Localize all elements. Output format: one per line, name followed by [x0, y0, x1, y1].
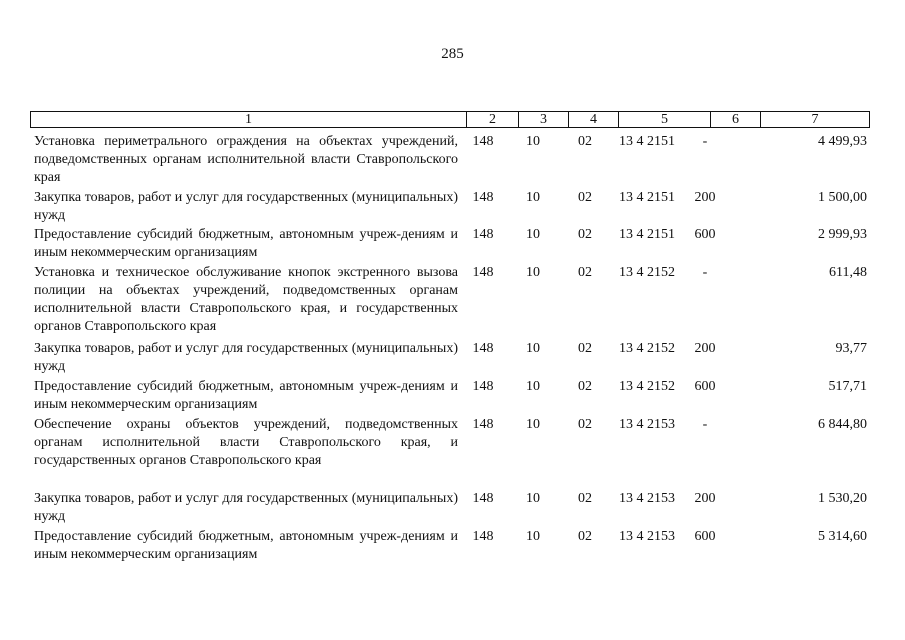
row-col-5: 13 4 2153 — [619, 491, 675, 506]
row-col-6: 600 — [694, 227, 716, 242]
row-col-2: 148 — [472, 417, 494, 432]
row-col-5: 13 4 2151 — [619, 227, 675, 242]
row-col-3: 10 — [526, 265, 540, 280]
row-col-4: 02 — [578, 265, 592, 280]
row-col-6: 200 — [694, 491, 716, 506]
row-col-2: 148 — [472, 227, 494, 242]
row-col-7: 1 530,20 — [818, 491, 867, 506]
row-col-2: 148 — [472, 379, 494, 394]
row-col-6: - — [702, 417, 708, 432]
row-col-4: 02 — [578, 379, 592, 394]
header-col-4: 4 — [569, 112, 619, 127]
row-col-4: 02 — [578, 227, 592, 242]
row-col-5: 13 4 2152 — [619, 379, 675, 394]
row-col-4: 02 — [578, 529, 592, 544]
row-col-5: 13 4 2153 — [619, 529, 675, 544]
row-col-7: 93,77 — [835, 341, 867, 356]
row-col-4: 02 — [578, 491, 592, 506]
header-col-5: 5 — [619, 112, 711, 127]
row-description: Закупка товаров, работ и услуг для государственных (муниципальных) нужд — [34, 190, 458, 223]
row-col-6: 600 — [694, 379, 716, 394]
row-description: Закупка товаров, работ и услуг для государственных (муниципальных) нужд — [34, 491, 458, 524]
row-col-4: 02 — [578, 134, 592, 149]
page-number: 285 — [441, 46, 464, 62]
row-col-2: 148 — [472, 341, 494, 356]
row-description: Закупка товаров, работ и услуг для государственных (муниципальных) нужд — [34, 341, 458, 374]
row-col-4: 02 — [578, 417, 592, 432]
row-col-6: - — [702, 134, 708, 149]
row-col-3: 10 — [526, 379, 540, 394]
row-col-7: 611,48 — [829, 265, 867, 280]
row-description: Предоставление субсидий бюджетным, автономным учреж-дениям и иным некоммерческим организациям — [34, 227, 458, 260]
header-col-2: 2 — [467, 112, 519, 127]
row-col-7: 1 500,00 — [818, 190, 867, 205]
row-col-4: 02 — [578, 190, 592, 205]
row-col-6: - — [702, 265, 708, 280]
row-col-5: 13 4 2152 — [619, 265, 675, 280]
row-col-2: 148 — [472, 491, 494, 506]
row-col-7: 4 499,93 — [818, 134, 867, 149]
header-col-3: 3 — [519, 112, 569, 127]
row-col-5: 13 4 2152 — [619, 341, 675, 356]
row-col-6: 600 — [694, 529, 716, 544]
row-col-6: 200 — [694, 341, 716, 356]
row-col-7: 517,71 — [828, 379, 867, 394]
row-col-5: 13 4 2153 — [619, 417, 675, 432]
header-col-6: 6 — [711, 112, 761, 127]
row-col-5: 13 4 2151 — [619, 190, 675, 205]
row-description: Предоставление субсидий бюджетным, автономным учреж-дениям и иным некоммерческим организациям — [34, 529, 458, 562]
row-col-3: 10 — [526, 529, 540, 544]
header-col-7: 7 — [811, 112, 819, 127]
row-col-3: 10 — [526, 417, 540, 432]
row-col-5: 13 4 2151 — [619, 134, 675, 149]
row-col-7: 2 999,93 — [818, 227, 867, 242]
header-col-1: 1 — [31, 112, 467, 127]
row-col-3: 10 — [526, 341, 540, 356]
row-col-7: 6 844,80 — [818, 417, 867, 432]
row-description: Предоставление субсидий бюджетным, автономным учреж-дениям и иным некоммерческим организациям — [34, 379, 458, 412]
row-col-6: 200 — [694, 190, 716, 205]
row-description: Обеспечение охраны объектов учреждений, подведомственных органам исполнительной власти Ставропольского края, и государственных органов Ставропольского края — [34, 417, 458, 468]
row-col-3: 10 — [526, 134, 540, 149]
row-col-3: 10 — [526, 491, 540, 506]
row-col-2: 148 — [472, 134, 494, 149]
row-description: Установка периметрального ограждения на объектах учреждений, подведомственных органам исполнительной власти Ставропольского края — [34, 134, 458, 185]
row-description: Установка и техническое обслуживание кнопок экстренного вызова полиции на объектах учреждений, подведомственных органам исполнительной власти Ставропольского края, и государственных органов Ставропольского края — [34, 265, 458, 334]
row-col-2: 148 — [472, 265, 494, 280]
row-col-7: 5 314,60 — [818, 529, 867, 544]
table-header — [30, 111, 870, 128]
row-col-3: 10 — [526, 227, 540, 242]
row-col-4: 02 — [578, 341, 592, 356]
row-col-2: 148 — [472, 190, 494, 205]
row-col-2: 148 — [472, 529, 494, 544]
row-col-3: 10 — [526, 190, 540, 205]
